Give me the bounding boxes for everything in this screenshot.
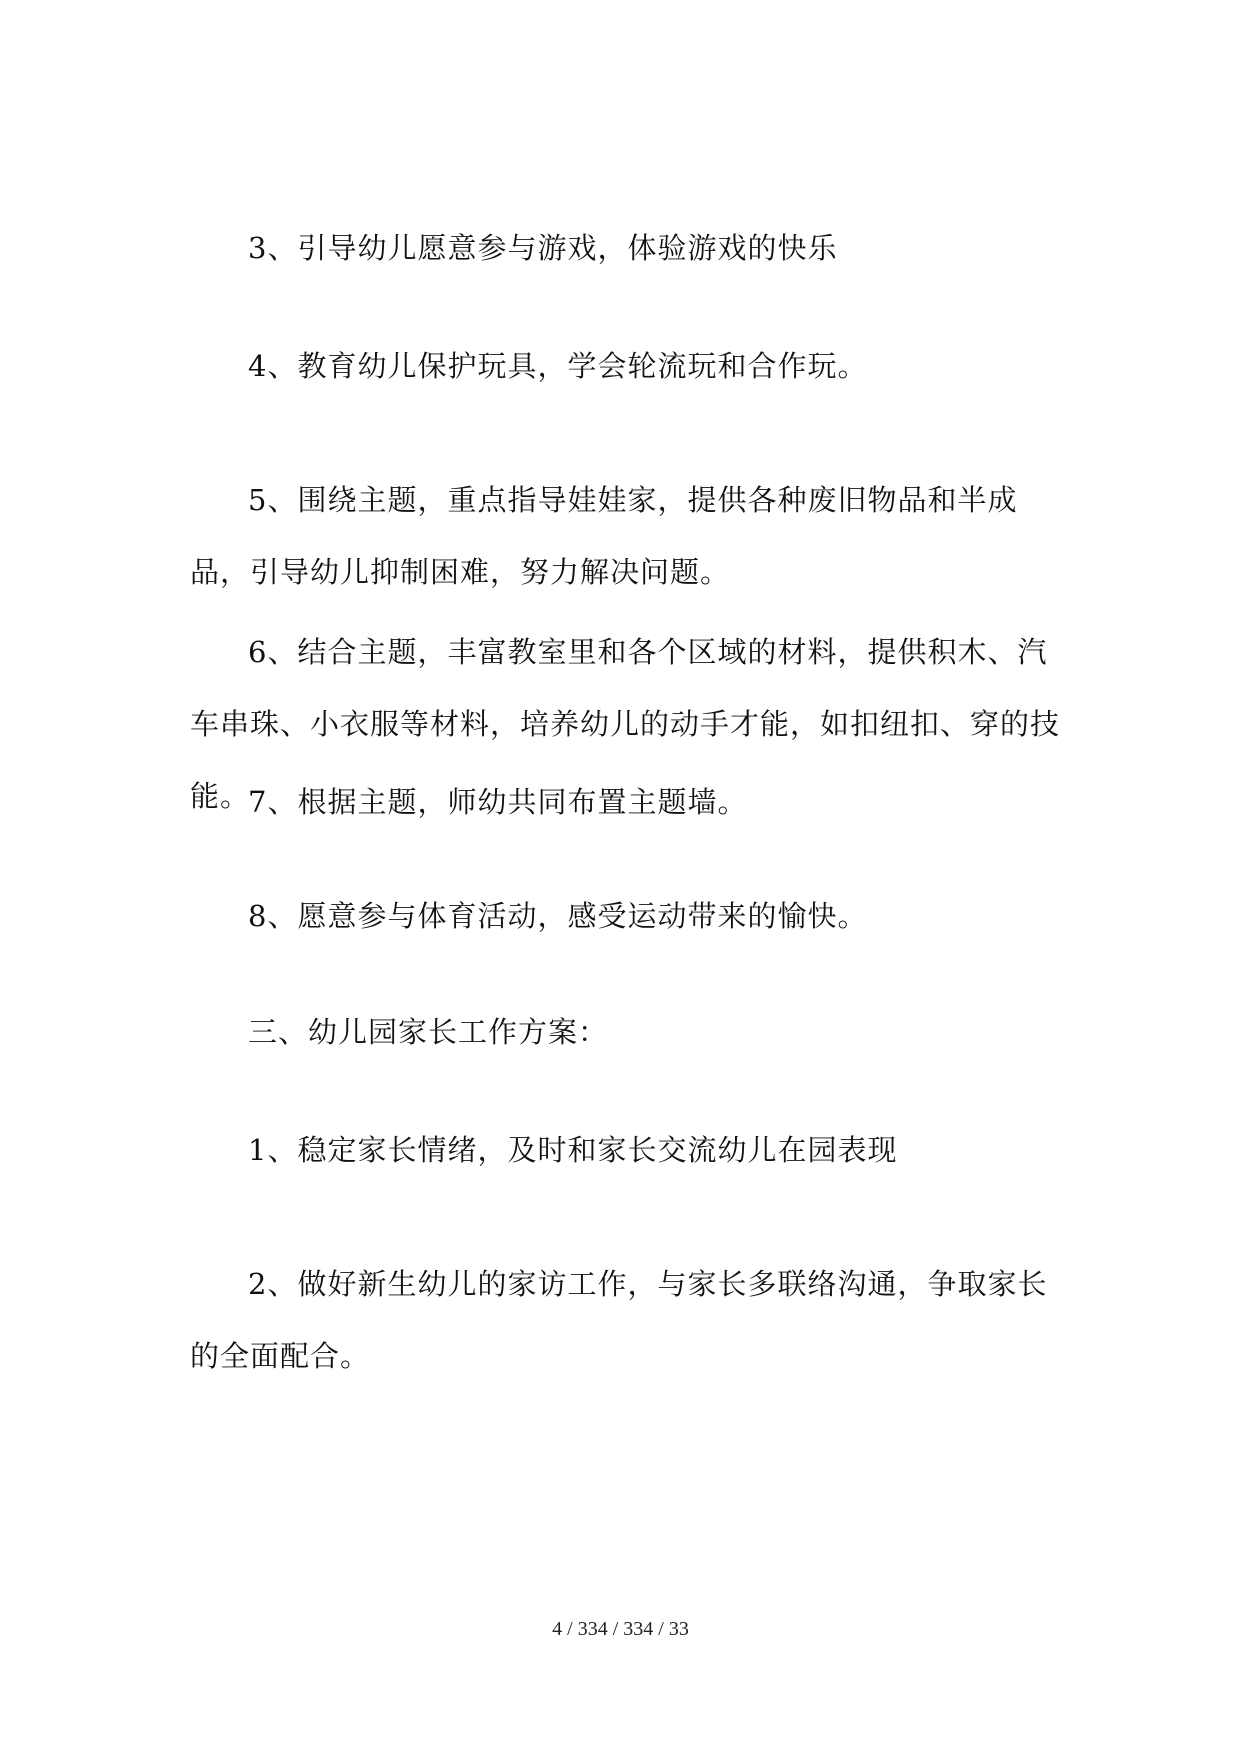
page-number-footer: 4 / 334 / 334 / 33 — [552, 1618, 689, 1640]
section-heading-parent-work: 三、幼儿园家长工作方案： — [248, 1015, 609, 1049]
paragraph-item-2: 2、做好新生幼儿的家访工作，与家长多联络沟通，争取家长的全面配合。 — [190, 1267, 1048, 1373]
paragraph-item-3: 3、引导幼儿愿意参与游戏，体验游戏的快乐 — [248, 231, 838, 265]
paragraph-item-1: 1、稳定家长情绪，及时和家长交流幼儿在园表现 — [248, 1133, 898, 1167]
paragraph-item-4: 4、教育幼儿保护玩具，学会轮流玩和合作玩。 — [248, 349, 868, 383]
paragraph-item-5: 5、围绕主题，重点指导娃娃家，提供各种废旧物品和半成品，引导幼儿抑制困难，努力解决问题。 — [190, 483, 1018, 589]
paragraph-item-8: 8、愿意参与体育活动，感受运动带来的愉快。 — [248, 899, 868, 933]
paragraph-item-7: 7、根据主题，师幼共同布置主题墙。 — [248, 785, 748, 819]
paragraph-item-6: 6、结合主题，丰富教室里和各个区域的材料，提供积木、汽车串珠、小衣服等材料，培养幼儿的动手才能，如扣纽扣、穿的技能。 — [190, 635, 1061, 813]
